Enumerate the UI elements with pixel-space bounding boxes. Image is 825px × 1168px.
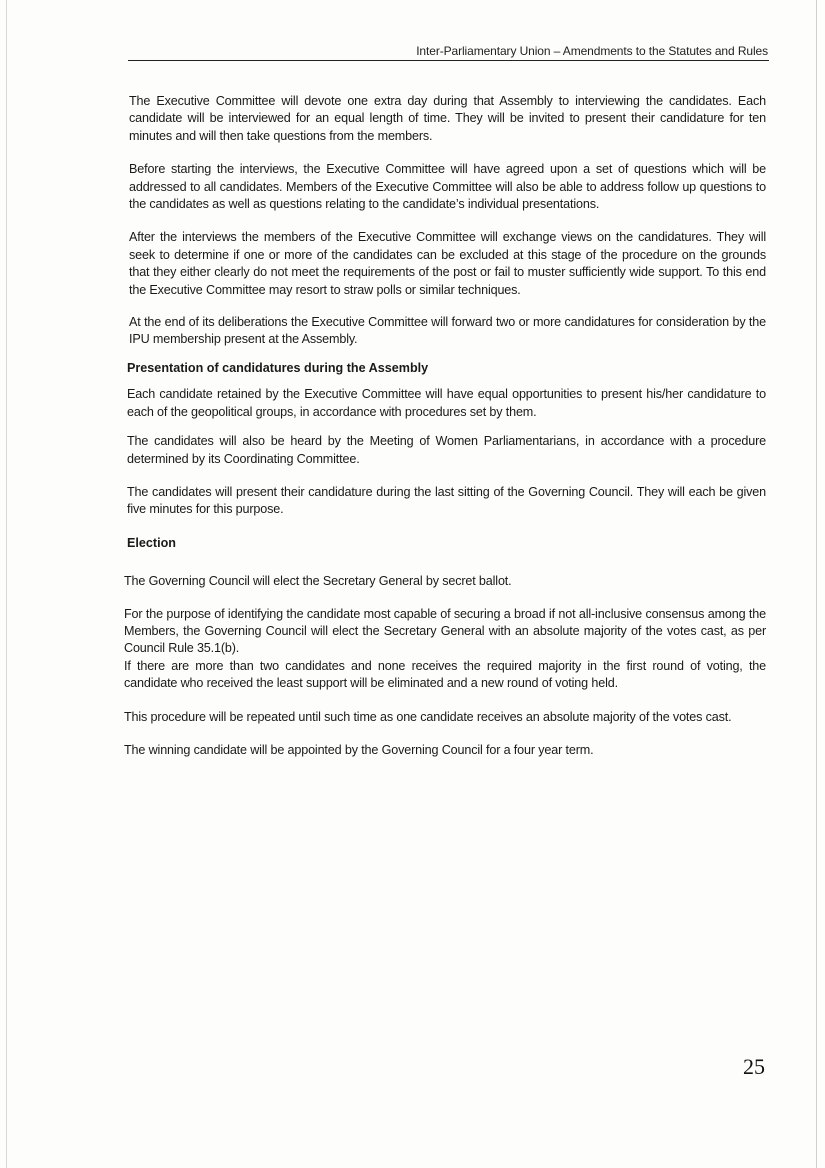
heading-presentation: Presentation of candidatures during the Assembly: [127, 360, 429, 375]
paragraph-rounds-of-voting: If there are more than two candidates and none receives the required majority in the first round of voting, the candidate who received the least support will be eliminated and a new round of voting held.: [124, 658, 766, 691]
scan-left-edge: [6, 0, 7, 1168]
heading-election: Election: [127, 535, 176, 550]
paragraph-repeat-procedure: This procedure will be repeated until such time as one candidate receives an absolute majority of the votes cast.: [124, 709, 732, 724]
paragraph-geopolitical-groups: Each candidate retained by the Executive Committee will have equal opportunities to present his/her candidature to each of the geopolitical groups, in accordance with procedures set by them.: [127, 387, 766, 419]
paragraph-interviews: The Executive Committee will devote one extra day during that Assembly to interviewing the candidates. Each candidate will be interviewed for an equal length of time. They will be invited to present their candidature for ten minutes and will then take questions from the members.: [129, 94, 766, 143]
paragraph-exchange-views: After the interviews the members of the Executive Committee will exchange views on the candidatures. They will seek to determine if one or more of the candidates can be excluded at this stage of the procedure on the grounds that they either clearly do not meet the requirements of the post or fail to muster sufficiently wide support. To this end the Executive Committee may resort to straw polls or similar techniques.: [129, 230, 766, 297]
header-rule: [128, 60, 769, 61]
paragraph-secret-ballot: The Governing Council will elect the Secretary General by secret ballot.: [124, 574, 512, 589]
scan-right-edge: [816, 0, 817, 1168]
page-number: 25: [743, 1054, 765, 1079]
running-header: Inter-Parliamentary Union – Amendments to the Statutes and Rules: [416, 44, 768, 58]
paragraph-four-year-term: The winning candidate will be appointed by the Governing Council for a four year term.: [124, 742, 594, 757]
paragraph-forward-candidatures: At the end of its deliberations the Executive Committee will forward two or more candidatures for consideration by the IPU membership present at the Assembly.: [129, 315, 766, 347]
paragraph-absolute-majority: For the purpose of identifying the candidate most capable of securing a broad if not all-inclusive consensus among the Members, the Governing Council will elect the Secretary General with an absolute majority of the votes cast, as per Council Rule 35.1(b).: [124, 606, 766, 656]
paragraph-questions: Before starting the interviews, the Executive Committee will have agreed upon a set of questions which will be addressed to all candidates. Members of the Executive Committee will also be able to address follow up questions to the candidates as well as questions relating to the candidate’s individual presentations.: [129, 162, 766, 212]
paragraph-women-parliamentarians: The candidates will also be heard by the Meeting of Women Parliamentarians, in accordance with a procedure determined by its Coordinating Committee.: [127, 434, 766, 466]
body-text: [124, 93, 766, 773]
paragraph-governing-council-sitting: The candidates will present their candidature during the last sitting of the Governing Council. They will each be given five minutes for this purpose.: [127, 484, 766, 517]
